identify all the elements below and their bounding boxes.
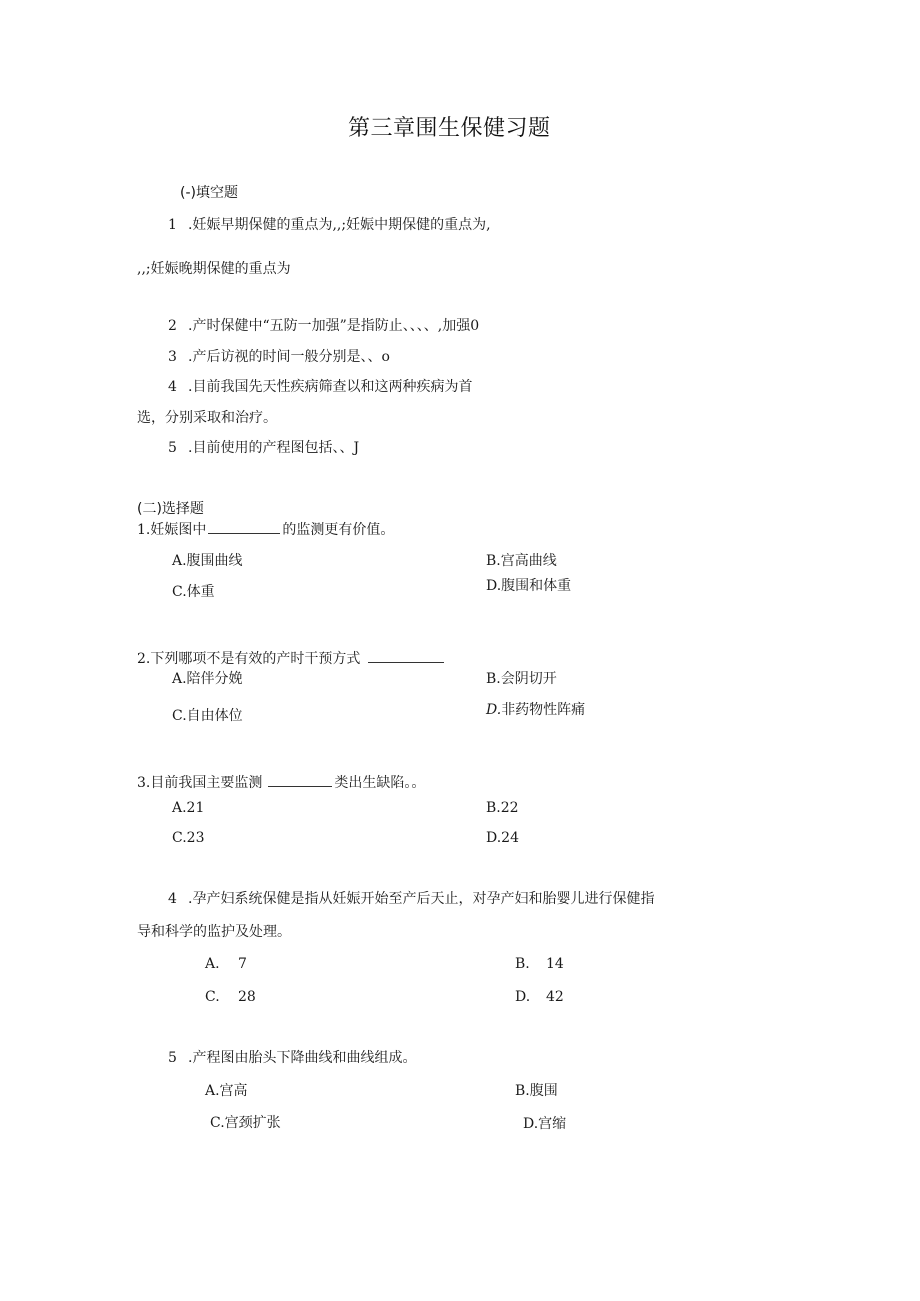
section-heading-multiple-choice: (二)选择题 (137, 501, 204, 517)
mc-q3-option-b: B.22 (486, 800, 519, 816)
mc-q4-option-c-label: C. (205, 989, 220, 1005)
mc-q2-option-b: B.会阴切开 (486, 671, 557, 687)
mc-q5-option-d: D.宫缩 (523, 1116, 567, 1132)
mc-q2-option-c: C.自由体位 (172, 708, 243, 724)
fill-q2-number: 2 (168, 318, 177, 334)
mc-q4-option-a-label: A. (205, 956, 220, 972)
mc-q2-option-d-text: 非药物性阵痛 (501, 702, 586, 718)
mc-q5-option-a: A.宫高 (205, 1083, 248, 1099)
mc-q4-option-c-value: 28 (238, 989, 256, 1005)
mc-q3-stem (137, 776, 425, 790)
mc-q4-option-b-value: 14 (546, 956, 564, 972)
mc-q2-option-d (486, 703, 585, 717)
answer-blank (268, 785, 332, 787)
mc-q1-stem-part1: 1.妊娠图中 (137, 522, 207, 538)
mc-q1-stem (137, 523, 394, 537)
mc-q5-text: .产程图由胎头下降曲线和曲线组成。 (188, 1050, 417, 1066)
fill-q1-number: 1 (168, 217, 177, 233)
mc-q4-option-a-value: 7 (238, 956, 247, 972)
mc-q2-stem-text: 2.下列哪项不是有效的产时干预方式 (137, 651, 361, 667)
answer-blank (368, 661, 444, 663)
answer-blank (208, 532, 280, 534)
mc-q4-line1: .孕产妇系统保健是指从妊娠开始至产后天止，对孕产妇和胎婴儿进行保健指 (188, 891, 655, 907)
mc-q4-option-d-label: D. (515, 989, 531, 1005)
mc-q1-option-a: A.腹围曲线 (172, 553, 243, 569)
mc-q2-option-a: A.陪伴分娩 (172, 671, 243, 687)
mc-q4-number: 4 (168, 891, 177, 907)
fill-q5-text: .目前使用的产程图包括、、J (188, 440, 360, 456)
mc-q4-line2: 导和科学的监护及处理。 (137, 924, 291, 940)
mc-q1-option-d: D.腹围和体重 (486, 578, 572, 594)
fill-q1-line1: .妊娠早期保健的重点为,,;妊娠中期保健的重点为, (188, 217, 491, 233)
mc-q3-stem-part2: 类出生缺陷。。 (334, 775, 426, 791)
mc-q3-stem-part1: 3.目前我国主要监测 (137, 775, 263, 791)
fill-q4-line2: 选，分别采取和治疗。 (137, 410, 277, 426)
mc-q3-option-d: D.24 (486, 830, 519, 846)
fill-q4-number: 4 (168, 379, 177, 395)
mc-q4-option-b-label: B. (515, 956, 530, 972)
mc-q5-number: 5 (168, 1050, 177, 1066)
fill-q3-text: .产后访视的时间一般分别是、、o (188, 349, 390, 365)
fill-q4-line1: .目前我国先天性疾病筛查以和这两种疾病为首 (188, 379, 473, 395)
mc-q3-option-c: C.23 (172, 830, 205, 846)
mc-q1-option-b: B.宫高曲线 (486, 553, 557, 569)
mc-q2-stem (137, 652, 446, 666)
mc-q2-option-d-letter: D. (486, 702, 502, 718)
fill-q2-text: .产时保健中“五防一加强”是指防止、、、、,加强0 (188, 318, 480, 334)
page-title: 第三章围生保健习题 (348, 116, 551, 141)
mc-q1-option-c: C.体重 (172, 584, 215, 600)
section-heading-fill-blank: (-)填空题 (180, 185, 238, 201)
mc-q3-option-a: A.21 (172, 800, 205, 816)
fill-q3-number: 3 (168, 349, 177, 365)
mc-q4-option-d-value: 42 (546, 989, 564, 1005)
mc-q5-option-c: C.宫颈扩张 (210, 1115, 281, 1131)
mc-q5-option-b: B.腹围 (515, 1083, 558, 1099)
fill-q1-line2: ,,;妊娠晚期保健的重点为 (137, 261, 291, 277)
mc-q1-stem-part2: 的监测更有价值。 (282, 522, 395, 538)
fill-q5-number: 5 (168, 440, 177, 456)
